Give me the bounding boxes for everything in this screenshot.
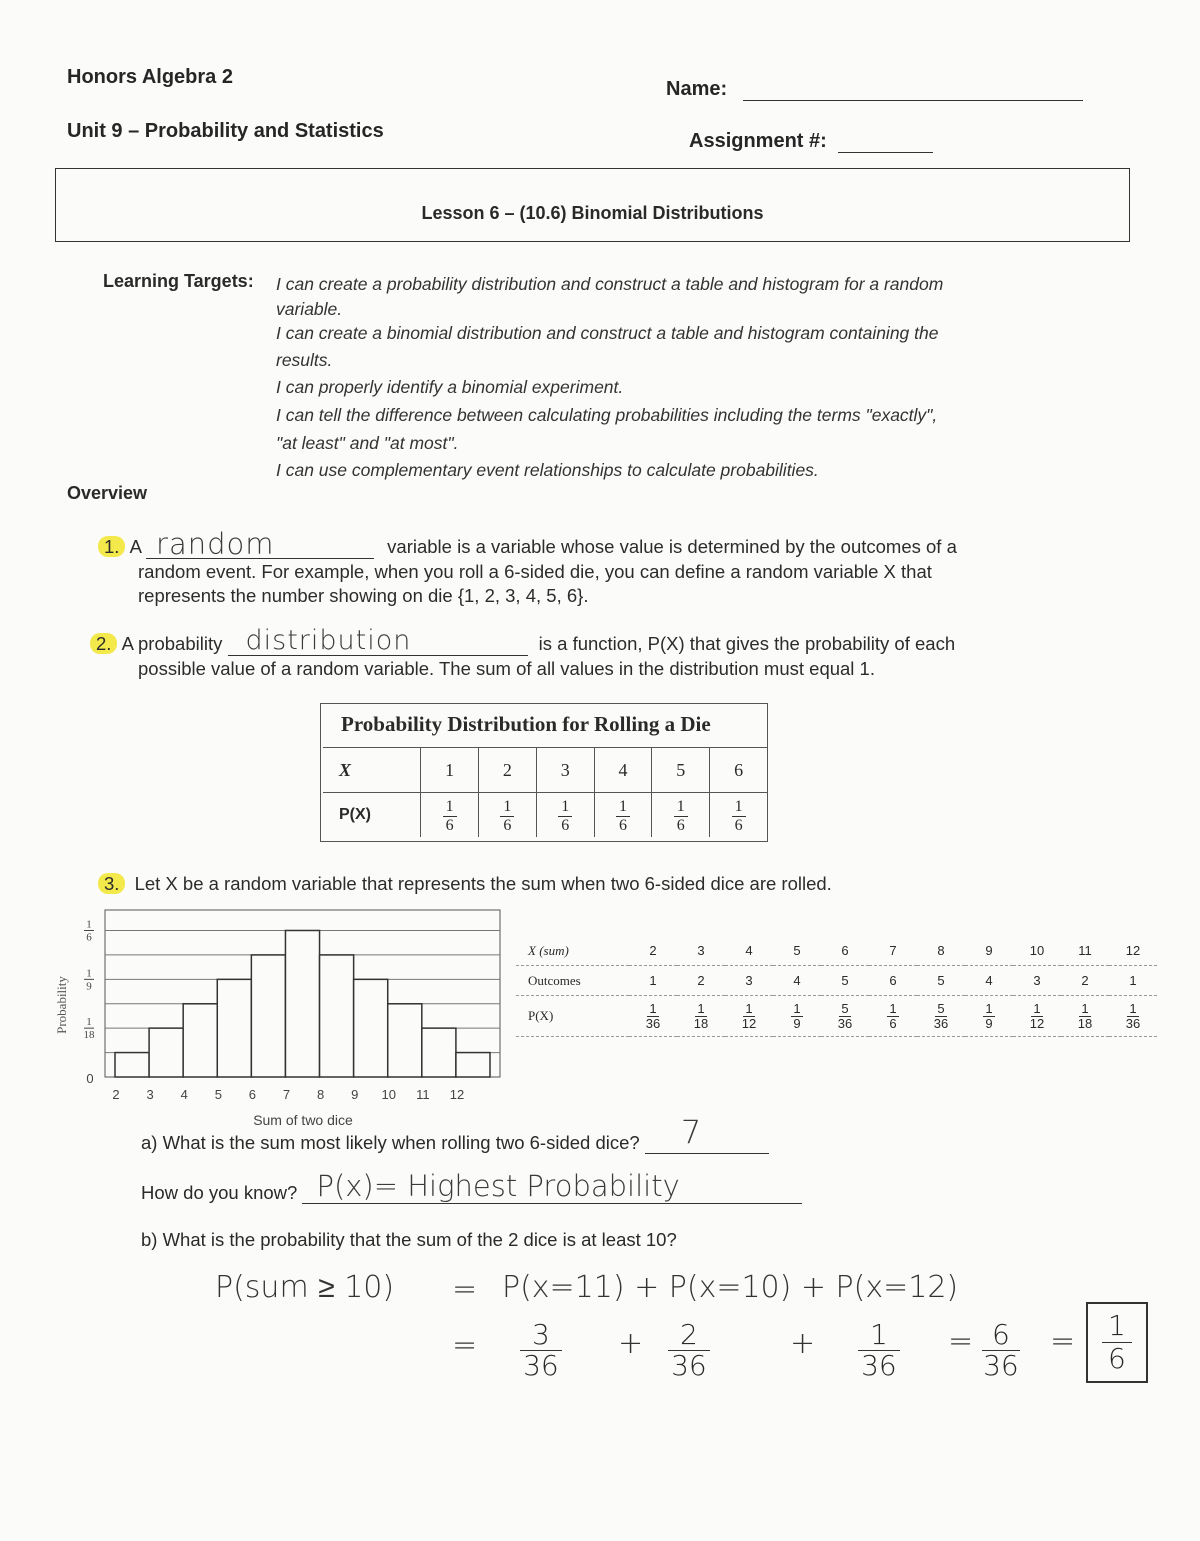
denominator: 36: [983, 1349, 1019, 1382]
denominator: 36: [1125, 1016, 1141, 1031]
table-cell: 11: [1061, 936, 1109, 966]
how-handwritten-answer: P(x)= Highest Probability: [316, 1169, 680, 1203]
table-cell: [917, 996, 965, 1037]
fraction: [1102, 1310, 1132, 1375]
histogram-bar: [149, 1028, 183, 1077]
denominator: 36: [861, 1349, 897, 1382]
fraction: [694, 1002, 708, 1031]
fraction: [982, 1320, 1020, 1381]
denominator: 12: [741, 1016, 757, 1031]
fraction: [668, 1320, 710, 1381]
lesson-title: Lesson 6 – (10.6) Binomial Distributions: [421, 203, 764, 223]
course-title: Honors Algebra 2: [67, 66, 233, 88]
table-cell: 3: [536, 748, 594, 793]
table-cell: 2: [677, 966, 725, 996]
part-a-handwritten-answer: 7: [680, 1113, 702, 1151]
numerator: 3: [520, 1320, 562, 1351]
how-label: How do you know?: [141, 1182, 298, 1203]
fraction: [646, 1002, 660, 1031]
question-1: [98, 527, 957, 561]
table-cell: [1013, 996, 1061, 1037]
table-cell: [869, 996, 917, 1037]
table-row: [323, 793, 767, 838]
table-cell: [594, 793, 652, 838]
x-tick-label: 3: [146, 1087, 154, 1102]
assignment-blank[interactable]: [838, 152, 933, 153]
part-b-question: b) What is the probability that the sum of the 2 dice is at least 10?: [141, 1229, 677, 1250]
numerator: 1: [1081, 1001, 1089, 1016]
learning-target-line: I can properly identify a binomial experiment.: [276, 377, 624, 397]
table-cell: 1: [421, 748, 479, 793]
equals-sign: =: [1050, 1324, 1076, 1359]
numerator: 1: [674, 798, 688, 817]
denominator: 6: [676, 817, 685, 834]
table-cell: 3: [725, 966, 773, 996]
learning-target-line: I can tell the difference between calculating probabilities including the terms "exactly",: [276, 405, 938, 425]
row-label: X (sum): [516, 936, 629, 966]
numerator: 2: [668, 1320, 710, 1351]
table-cell: 3: [1013, 966, 1061, 996]
table-cell: 4: [965, 966, 1013, 996]
question-3: [98, 872, 832, 896]
numerator: 1: [732, 798, 746, 817]
q2-text: is a function, P(X) that gives the probability of each: [538, 633, 956, 654]
fraction: [858, 1320, 900, 1381]
table-row: [516, 936, 1157, 966]
x-tick-label: 5: [214, 1087, 222, 1102]
x-tick-label: 11: [416, 1087, 430, 1102]
assignment-field[interactable]: [689, 130, 933, 153]
overview-heading: Overview: [67, 483, 148, 503]
sum-distribution-table: [516, 936, 1157, 1037]
equals-sign: =: [948, 1324, 974, 1359]
table-cell: 4: [594, 748, 652, 793]
q1-text: variable is a variable whose value is determined by the outcomes of a: [387, 536, 957, 557]
assignment-label: Assignment #:: [689, 130, 827, 152]
table-cell: [773, 996, 821, 1037]
numerator: 1: [889, 1001, 897, 1016]
table-cell: 6: [710, 748, 767, 793]
denominator: 6: [445, 817, 454, 834]
fraction: [742, 1002, 756, 1031]
histogram-bar: [183, 1004, 217, 1077]
table-cell: 7: [869, 936, 917, 966]
fraction: [887, 1002, 898, 1031]
y-tick-denominator: 6: [86, 931, 92, 944]
denominator: 18: [693, 1016, 709, 1031]
final-answer-box: [1086, 1302, 1148, 1383]
q1-answer-blank[interactable]: [146, 527, 374, 561]
table-cell: 4: [773, 966, 821, 996]
sum-histogram: [50, 905, 510, 1135]
fraction: [732, 798, 746, 835]
denominator: 36: [837, 1016, 853, 1031]
learning-target-line: I can use complementary event relationships to calculate probabilities.: [276, 460, 819, 480]
table-cell: 12: [1109, 936, 1157, 966]
table-cell: [629, 996, 677, 1037]
denominator: 6: [1108, 1342, 1126, 1375]
table-cell: [725, 996, 773, 1037]
plus-sign: +: [790, 1326, 816, 1361]
table-cell: 4: [725, 936, 773, 966]
x-header: X: [323, 748, 421, 793]
histogram-bar: [422, 1028, 456, 1077]
y-axis-label: Probability: [54, 976, 69, 1034]
x-tick-label: 8: [316, 1087, 325, 1102]
denominator: 18: [1077, 1016, 1093, 1031]
table-cell: [1109, 996, 1157, 1037]
fraction: [674, 798, 688, 835]
learning-target-line: results.: [276, 350, 333, 370]
q2-answer-blank[interactable]: [228, 625, 528, 656]
term-fraction: [858, 1320, 900, 1381]
work-lhs: P(sum ≥ 10): [215, 1270, 395, 1305]
table-cell: [965, 996, 1013, 1037]
numerator: 1: [985, 1001, 993, 1016]
denominator: 6: [561, 817, 570, 834]
histogram-y-ticks: [84, 918, 96, 1086]
table-cell: 10: [1013, 936, 1061, 966]
how-do-you-know: [141, 1169, 802, 1204]
denominator: 6: [618, 817, 627, 834]
table-cell: 5: [773, 936, 821, 966]
table-cell: 2: [629, 936, 677, 966]
numerator: 1: [443, 798, 457, 817]
histogram-bar: [388, 1004, 422, 1077]
name-label: Name:: [666, 78, 728, 100]
table-cell: 1: [1109, 966, 1157, 996]
y-tick-denominator: 18: [83, 1029, 95, 1042]
y-tick-numerator: 1: [86, 1016, 92, 1029]
fraction: [1030, 1002, 1044, 1031]
y-tick-label: 0: [86, 1071, 94, 1086]
die-distribution-table: [320, 703, 768, 842]
table-row: [323, 748, 767, 793]
histogram-bar: [354, 979, 388, 1077]
q1-lead: A: [129, 536, 141, 557]
histogram-x-ticks: [112, 1087, 464, 1102]
fraction: [838, 1002, 852, 1031]
part-a-answer-blank[interactable]: [645, 1113, 769, 1154]
table-cell: 5: [652, 748, 710, 793]
unit-title: Unit 9 – Probability and Statistics: [67, 120, 384, 142]
y-tick-denominator: 9: [86, 980, 92, 993]
learning-targets-label: Learning Targets:: [103, 271, 254, 291]
denominator: 6: [503, 817, 512, 834]
fraction: [983, 1002, 994, 1031]
x-tick-label: 12: [449, 1087, 465, 1102]
denominator: 36: [671, 1349, 707, 1382]
row-label: P(X): [516, 996, 629, 1037]
table-row: [516, 996, 1157, 1037]
denominator: 36: [645, 1016, 661, 1031]
learning-target-line: I can create a binomial distribution and construct a table and histogram containing the: [276, 323, 939, 343]
fraction: [443, 798, 457, 835]
numerator: 1: [558, 798, 572, 817]
denominator: 6: [889, 1016, 897, 1031]
x-tick-label: 7: [282, 1087, 291, 1102]
numerator: 1: [858, 1320, 900, 1351]
denominator: 6: [734, 817, 743, 834]
learning-target-line: "at least" and "at most".: [276, 433, 459, 453]
numerator: 6: [982, 1320, 1020, 1351]
fraction: [934, 1002, 948, 1031]
q2-line2: possible value of a random variable. The sum of all values in the distribution must equal 1.: [138, 658, 875, 679]
table-cell: [421, 793, 479, 838]
numerator: 1: [649, 1001, 657, 1016]
die-table-title: Probability Distribution for Rolling a Die: [341, 712, 711, 736]
y-tick-numerator: 1: [86, 918, 92, 931]
fraction: [500, 798, 514, 835]
q2-handwritten-answer: distribution: [245, 625, 412, 656]
x-tick-label: 9: [351, 1087, 359, 1102]
how-answer-blank[interactable]: [302, 1169, 802, 1204]
histogram-bar: [320, 955, 354, 1077]
histogram-bar: [456, 1053, 490, 1077]
histogram-bar: [251, 955, 285, 1077]
question-number: 3.: [98, 873, 125, 894]
table-cell: 5: [917, 966, 965, 996]
table-cell: [479, 793, 537, 838]
histogram-bar: [217, 979, 251, 1077]
question-2: [90, 625, 956, 656]
question-number: 2.: [90, 633, 117, 654]
denominator: 9: [985, 1016, 993, 1031]
fraction: [558, 798, 572, 835]
table-cell: [710, 793, 767, 838]
part-a-text: a) What is the sum most likely when rolling two 6-sided dice?: [141, 1132, 640, 1153]
table-cell: [821, 996, 869, 1037]
numerator: 1: [745, 1001, 753, 1016]
denominator: 36: [933, 1016, 949, 1031]
q3-text: Let X be a random variable that represents the sum when two 6-sided dice are rolled.: [134, 873, 832, 894]
table-cell: 3: [677, 936, 725, 966]
fraction: [1126, 1002, 1140, 1031]
numerator: 1: [500, 798, 514, 817]
denominator: 12: [1029, 1016, 1045, 1031]
row-label: Outcomes: [516, 966, 629, 996]
table-cell: 6: [821, 936, 869, 966]
q1-line3: represents the number showing on die {1, 2, 3, 4, 5, 6}.: [138, 585, 589, 606]
numerator: 1: [793, 1001, 801, 1016]
x-axis-label: Sum of two dice: [253, 1112, 353, 1128]
x-tick-label: 2: [112, 1087, 120, 1102]
numerator: 1: [1033, 1001, 1041, 1016]
q1-handwritten-answer: random: [156, 527, 275, 561]
fraction: [520, 1320, 562, 1381]
table-cell: 8: [917, 936, 965, 966]
table-cell: [1061, 996, 1109, 1037]
table-cell: 5: [821, 966, 869, 996]
term-fraction: [668, 1320, 710, 1381]
x-tick-label: 6: [248, 1087, 257, 1102]
learning-target-line: variable.: [276, 299, 343, 319]
denominator: 36: [523, 1349, 559, 1382]
table-cell: [677, 996, 725, 1037]
fraction: [791, 1002, 802, 1031]
die-table: [323, 747, 767, 837]
table-cell: 1: [629, 966, 677, 996]
table-row: [516, 966, 1157, 996]
fraction: [1078, 1002, 1092, 1031]
name-blank[interactable]: [743, 100, 1083, 101]
table-cell: [536, 793, 594, 838]
fraction: [616, 798, 630, 835]
x-tick-label: 4: [180, 1087, 188, 1102]
term-fraction: [520, 1320, 562, 1381]
equals-sign: =: [452, 1328, 478, 1363]
table-cell: 2: [1061, 966, 1109, 996]
work-rhs: P(x=11) + P(x=10) + P(x=12): [502, 1270, 959, 1305]
equals-sign: =: [452, 1272, 478, 1307]
lesson-banner: [55, 168, 1130, 242]
numerator: 1: [1129, 1001, 1137, 1016]
plus-sign: +: [618, 1326, 644, 1361]
table-cell: 6: [869, 966, 917, 996]
total-fraction: [982, 1320, 1020, 1381]
histogram-bar: [285, 930, 319, 1077]
numerator: 1: [1102, 1310, 1132, 1343]
name-field[interactable]: [666, 78, 1083, 101]
denominator: 9: [793, 1016, 801, 1031]
numerator: 5: [841, 1001, 849, 1016]
x-tick-label: 10: [381, 1087, 397, 1102]
histogram-bar: [115, 1053, 149, 1077]
q2-lead: A probability: [121, 633, 223, 654]
table-cell: [652, 793, 710, 838]
learning-target-line: I can create a probability distribution and construct a table and histogram for a random: [276, 274, 944, 294]
p-header: P(X): [323, 793, 421, 838]
table-cell: 2: [479, 748, 537, 793]
question-number: 1.: [98, 536, 125, 557]
numerator: 1: [616, 798, 630, 817]
numerator: 5: [937, 1001, 945, 1016]
table-cell: 9: [965, 936, 1013, 966]
y-tick-numerator: 1: [86, 967, 92, 980]
q1-line2: random event. For example, when you roll a 6-sided die, you can define a random variable X that: [138, 561, 932, 582]
numerator: 1: [697, 1001, 705, 1016]
